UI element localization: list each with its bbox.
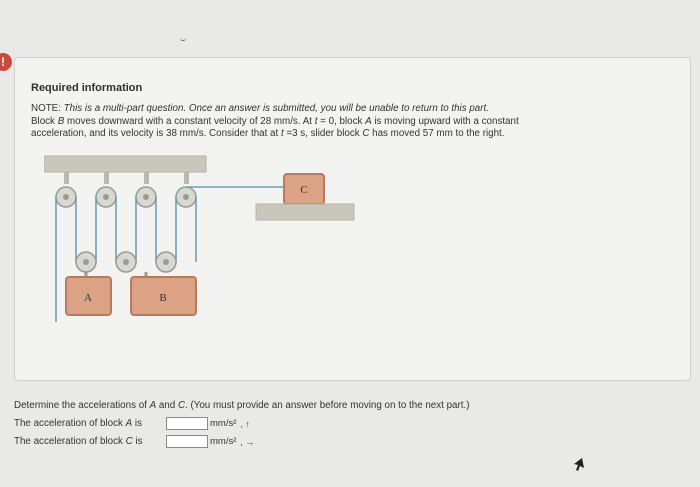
block-a-label: A xyxy=(84,292,92,304)
top-pulley-3 xyxy=(136,187,156,207)
direction-up-arrow: , ↑ xyxy=(240,418,250,429)
lower-pulley-b-left xyxy=(116,252,136,272)
top-pulley-4 xyxy=(176,187,196,207)
ground-surface xyxy=(256,204,354,220)
problem-note xyxy=(31,103,661,141)
note-line-2: Block B moves downward with a constant velocity of 28 mm/s. At t = 0, block A is moving upward with a constant xyxy=(31,115,519,127)
top-pulley-1 xyxy=(56,187,76,207)
required-information-title: Required information xyxy=(31,82,143,94)
ceiling-support xyxy=(44,156,206,172)
question-text: Determine the accelerations of A and C. (You must provide an answer before moving on to the next part.) xyxy=(14,400,470,411)
block-b xyxy=(131,277,196,315)
hanger-1 xyxy=(64,172,69,184)
block-c-label: C xyxy=(300,184,308,196)
hanger-2 xyxy=(104,172,109,184)
top-edge-mark xyxy=(180,36,186,41)
acceleration-a-input[interactable] xyxy=(166,417,208,430)
cursor-arrow-icon xyxy=(572,456,586,472)
block-a xyxy=(66,277,111,315)
answer-row-block-a xyxy=(14,417,250,430)
direction-right-arrow: , → xyxy=(240,436,255,447)
answer-label-block-c: The acceleration of block C is xyxy=(14,436,143,447)
required-information-card xyxy=(14,57,691,381)
note-line-3: acceleration, and its velocity is 38 mm/s. Consider that at t =3 s, slider block C has moved 57 mm to the right. xyxy=(31,128,505,140)
answer-label-block-a: The acceleration of block A is xyxy=(14,418,142,429)
lower-pulley-a xyxy=(76,252,96,272)
note-line-1: NOTE: This is a multi-part question. Once an answer is submitted, you will be unable to return to this part. xyxy=(31,103,489,114)
alert-icon: ! xyxy=(0,53,12,71)
hanger-3 xyxy=(144,172,149,184)
pulley-system-diagram xyxy=(44,152,364,362)
hanger-4 xyxy=(184,172,189,184)
answer-row-block-c xyxy=(14,435,254,448)
block-b-label: B xyxy=(159,292,167,304)
slider-block-c xyxy=(284,174,324,204)
unit-label-c: mm/s² xyxy=(210,436,237,447)
acceleration-c-input[interactable] xyxy=(166,435,208,448)
lower-pulley-b-right xyxy=(156,252,176,272)
unit-label-a: mm/s² xyxy=(210,418,237,429)
top-pulley-2 xyxy=(96,187,116,207)
